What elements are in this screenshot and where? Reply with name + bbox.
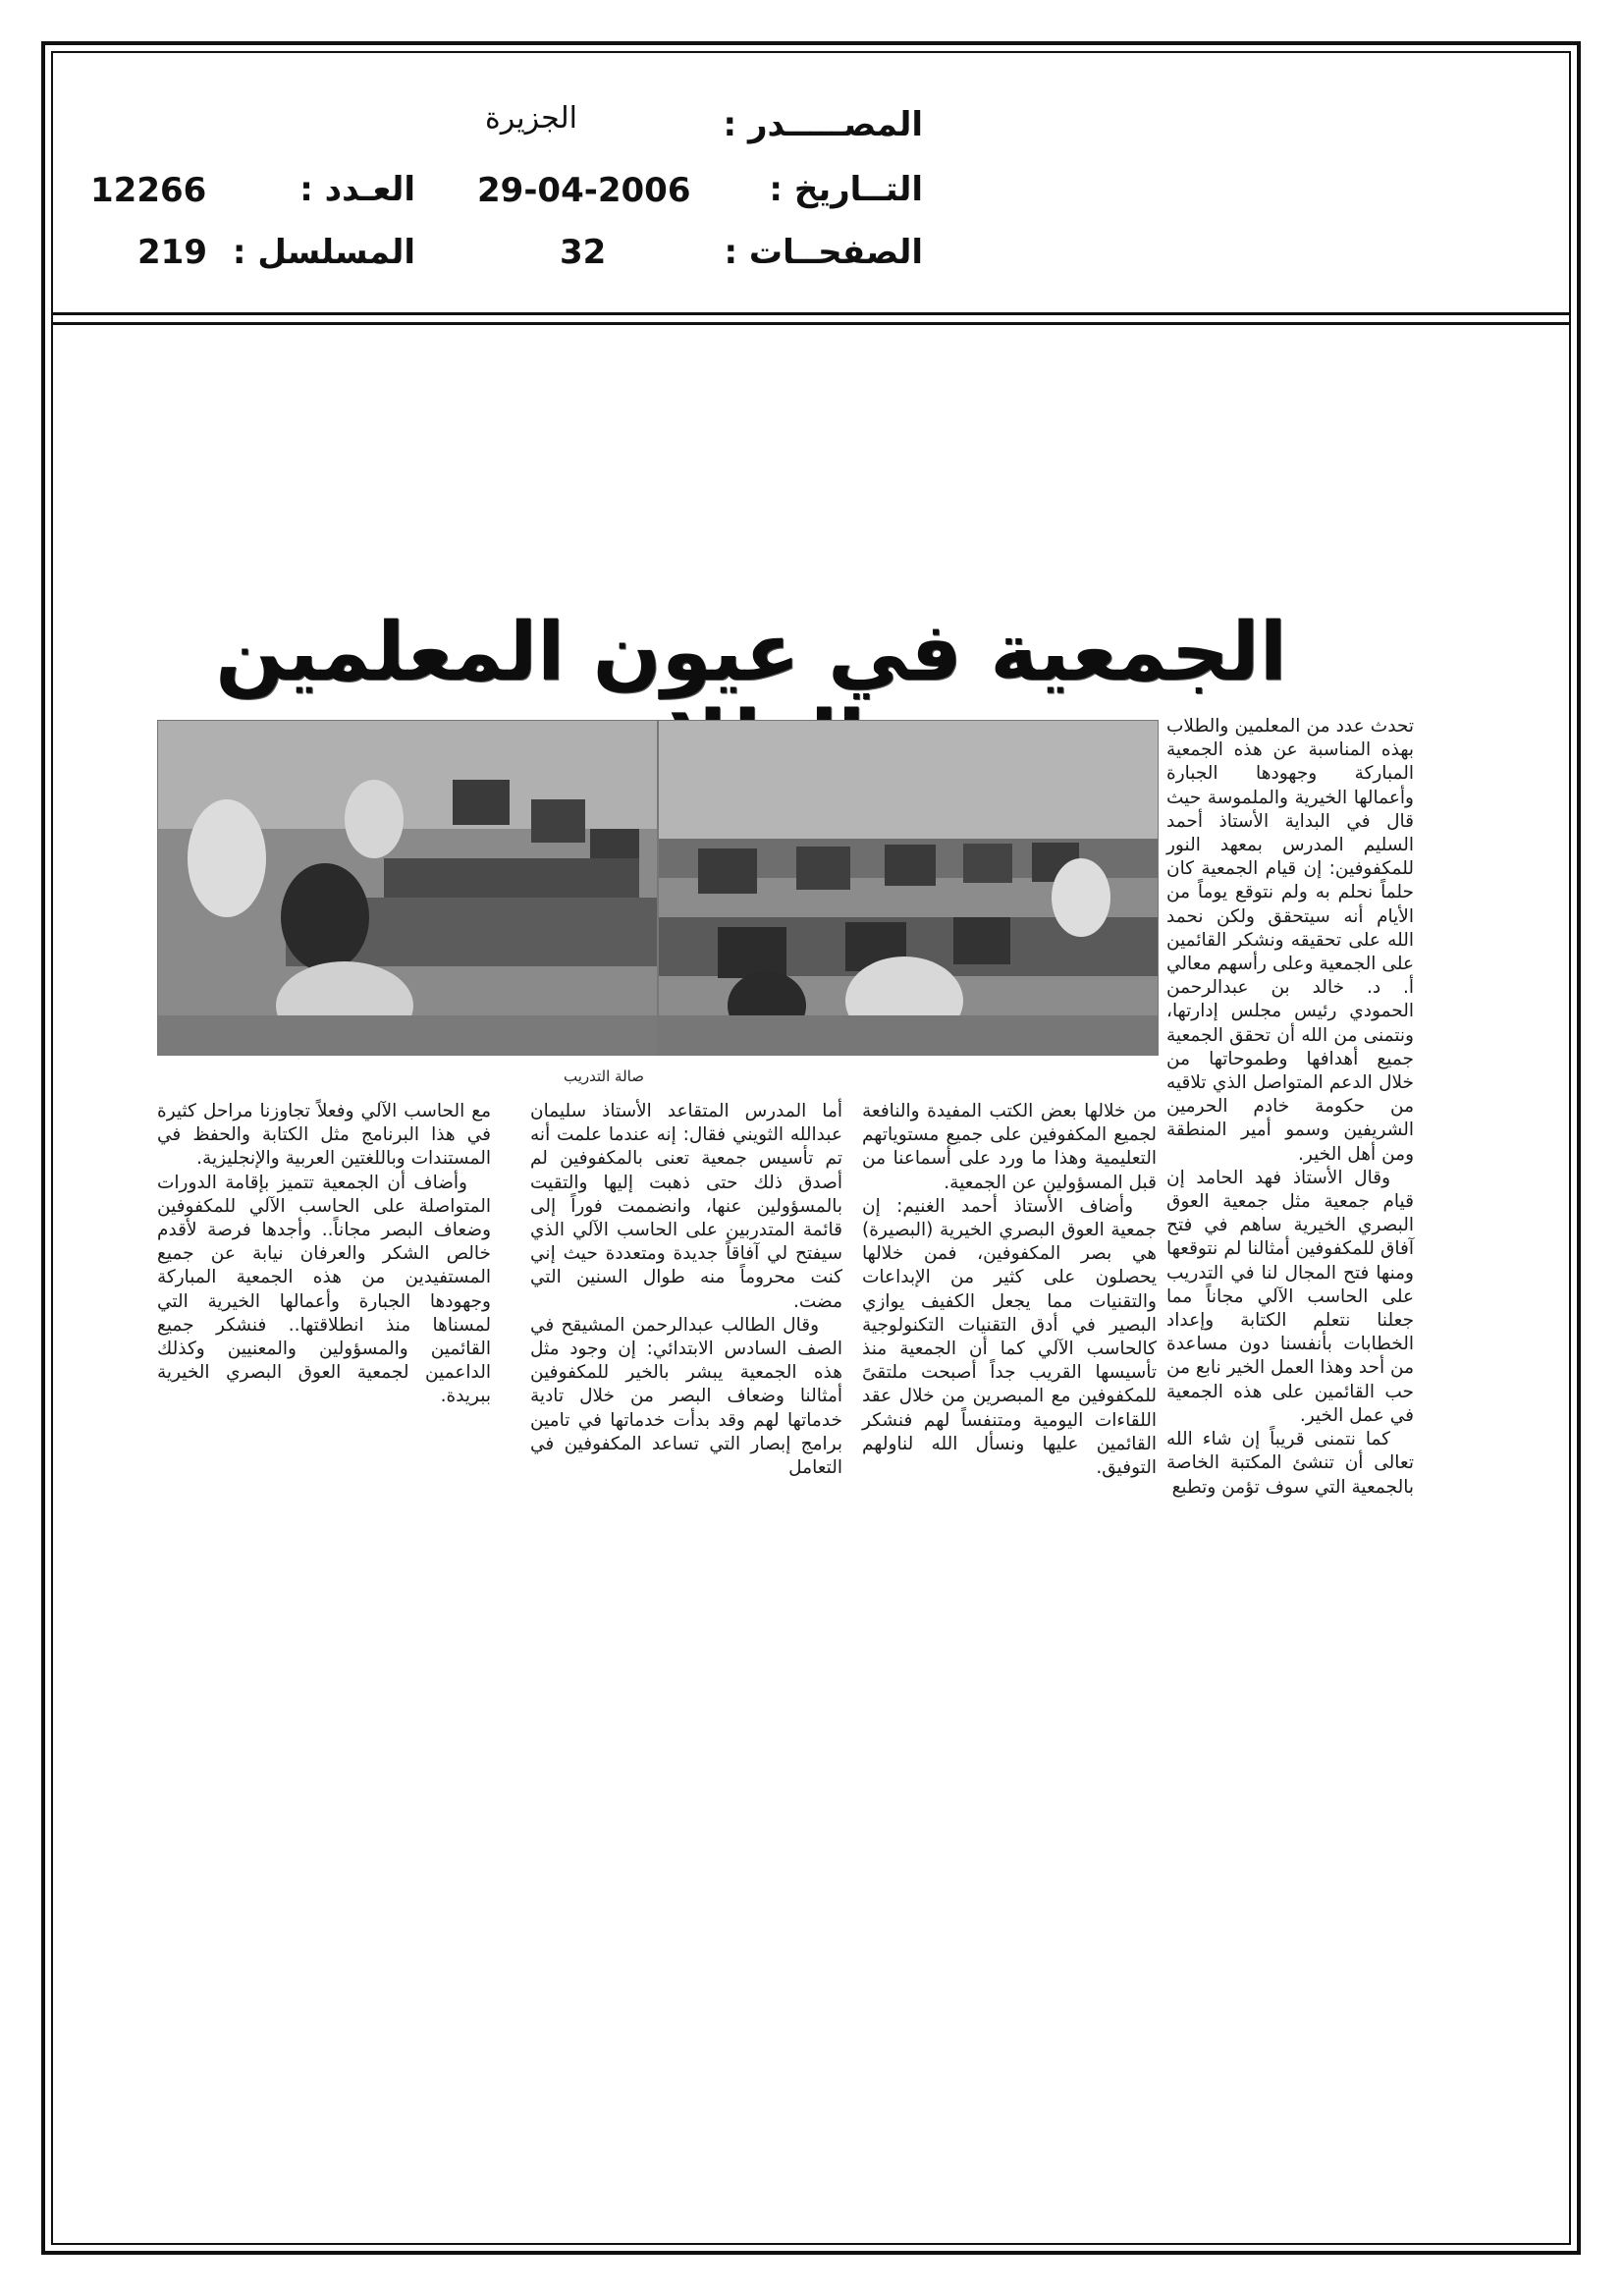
header-divider-double [51,322,1571,325]
column-2-paragraph-2: وأضاف الأستاذ أحمد الغنيم: إن جمعية العوق البصري الخيرية (البصيرة) هي بصر المكفوفين، فمن خلالها يحصلون على كثير من الإبداعات والتقنيات مما يجعل الكفيف يوازي البصير في أدق التقنيات التكنولوجية كالحاسب الآلي كما أن الجمعية منذ تأسيسها القريب جداً أصبحت ملتقىً للمكفوفين مع المبصرين من خلال عقد اللقاءات اليومية ومتنفساً لهم فنشكر القائمين عليها ونسأل الله لناولهم التوفيق. [862,1195,1157,1479]
column-1-paragraph-1: تحدث عدد من المعلمين والطلاب بهذه المناسبة عن هذه الجمعية المباركة وجهودها الجبارة وأعمالها الخيرية والملموسة حيث قال في البداية الأستاذ أحمد السليم المدرس بمعهد النور للمكفوفين: إن قيام الجمعية كان حلماً نحلم به ولم نتوقع يوماً من الأيام أنه سيتحقق ولكن نحمد الله على تحقيقه ونشكر القائمين على الجمعية وعلى رأسهم معالي أ. د. خالد بن عبدالرحمن الحمودي رئيس مجلس إدارتها، ونتمنى من الله أن تحقق الجمعية جميع أهدافها وطموحاتها من خلال الدعم المتواصل الذي تلاقيه من حكومة خادم الحرمين الشريفين وسمو أمير المنطقة ومن أهل الخير. [1166,716,1414,1165]
column-4-paragraph-1: مع الحاسب الآلي وفعلاً تجاوزنا مراحل كثيرة في هذا البرنامج مثل الكتابة والحفظ في المستندات وباللغتين العربية والإنجليزية. [157,1101,491,1170]
date-value: 29-04-2006 [477,171,691,210]
article-column-4 [157,1100,491,1409]
column-4-paragraph-2: وأضاف أن الجمعية تتميز بإقامة الدورات المتواصلة على الحاسب الآلي للمكفوفين وضعاف البصر مجاناً.. وأجدها فرصة لأقدم خالص الشكر والعرفان نيابة عن جميع المستفيدين من هذه الجمعية المباركة وجهودها الجبارة وأعمالها الخيرية التي لمسناها منذ انطلاقتها.. فنشكر جميع القائمين والمسؤولين والمعنيين وكذلك الداعمين لجمعية العوق البصري الخيرية ببريدة. [157,1172,491,1407]
header-divider [51,312,1571,315]
training-room-photo-left [157,720,658,1056]
article-column-1 [1166,715,1414,1500]
article-headline: الجمعية في عيون المعلمين [215,606,1287,699]
issue-value: 12266 [90,171,207,210]
pages-label: الصفحــات : [724,233,923,272]
training-room-photo-right [658,720,1159,1056]
column-3-paragraph-1: أما المدرس المتقاعد الأستاذ سليمان عبدالله الثويني فقال: إنه عندما علمت أنه تم تأسيس جمعية تعنى بالمكفوفين لم أصدق ذلك حتى ذهبت إليها والتقيت بالمسؤولين عنها، وانضممت فوراً إلى قائمة المتدربين على الحاسب الآلي الذي سيفتح لي آفاقاً جديدة ومتعددة حيث إني كنت محروماً منه طوال السنين التي مضت. [530,1101,842,1312]
serial-label: المسلسل : [232,233,415,272]
column-1-paragraph-2: وقال الأستاذ فهد الحامد إن قيام جمعية مثل جمعية العوق البصري الخيرية ساهم في فتح آفاق للمكفوفين أمثالنا لم نتوقعها ومنها فتح المجال لنا في التدريب على الحاسب الآلي مجاناً مما جعلنا نتعلم الكتابة وإعداد الخطابات بأنفسنا دون مساعدة من أحد وهذا العمل الخير نابع من حب القائمين على هذه الجمعية في عمل الخير. [1166,1167,1414,1426]
date-label: التــاريخ : [769,170,923,209]
issue-label: العـدد : [299,170,415,209]
column-3-paragraph-2: وقال الطالب عبدالرحمن المشيقح في الصف السادس الابتدائي: إن وجود مثل هذه الجمعية يبشر بالخير للمكفوفين أمثالنا وضعاف البصر من خلال تادية خدماتها لهم وقد بدأت خدماتها في تامين برامج إبصار التي تساعد المكفوفين في التعامل [530,1314,842,1479]
serial-value: 219 [137,233,207,272]
article-column-3 [530,1100,842,1480]
pages-value: 32 [560,233,607,272]
column-2-paragraph-1: من خلالها بعض الكتب المفيدة والنافعة لجميع المكفوفين على جميع مستوياتهم التعليمية وهذا ما ورد على أسماعنا من قبل المسؤولين عن الجمعية. [862,1101,1157,1193]
article-column-2 [862,1100,1157,1480]
photo-caption: صالة التدريب [564,1067,644,1085]
source-label: المصـــــدر : [723,105,923,144]
source-value: الجزيرة [484,101,577,136]
column-1-paragraph-3: كما نتمنى قريباً إن شاء الله تعالى أن تنشئ المكتبة الخاصة بالجمعية التي سوف تؤمن وتطبع [1166,1429,1414,1498]
